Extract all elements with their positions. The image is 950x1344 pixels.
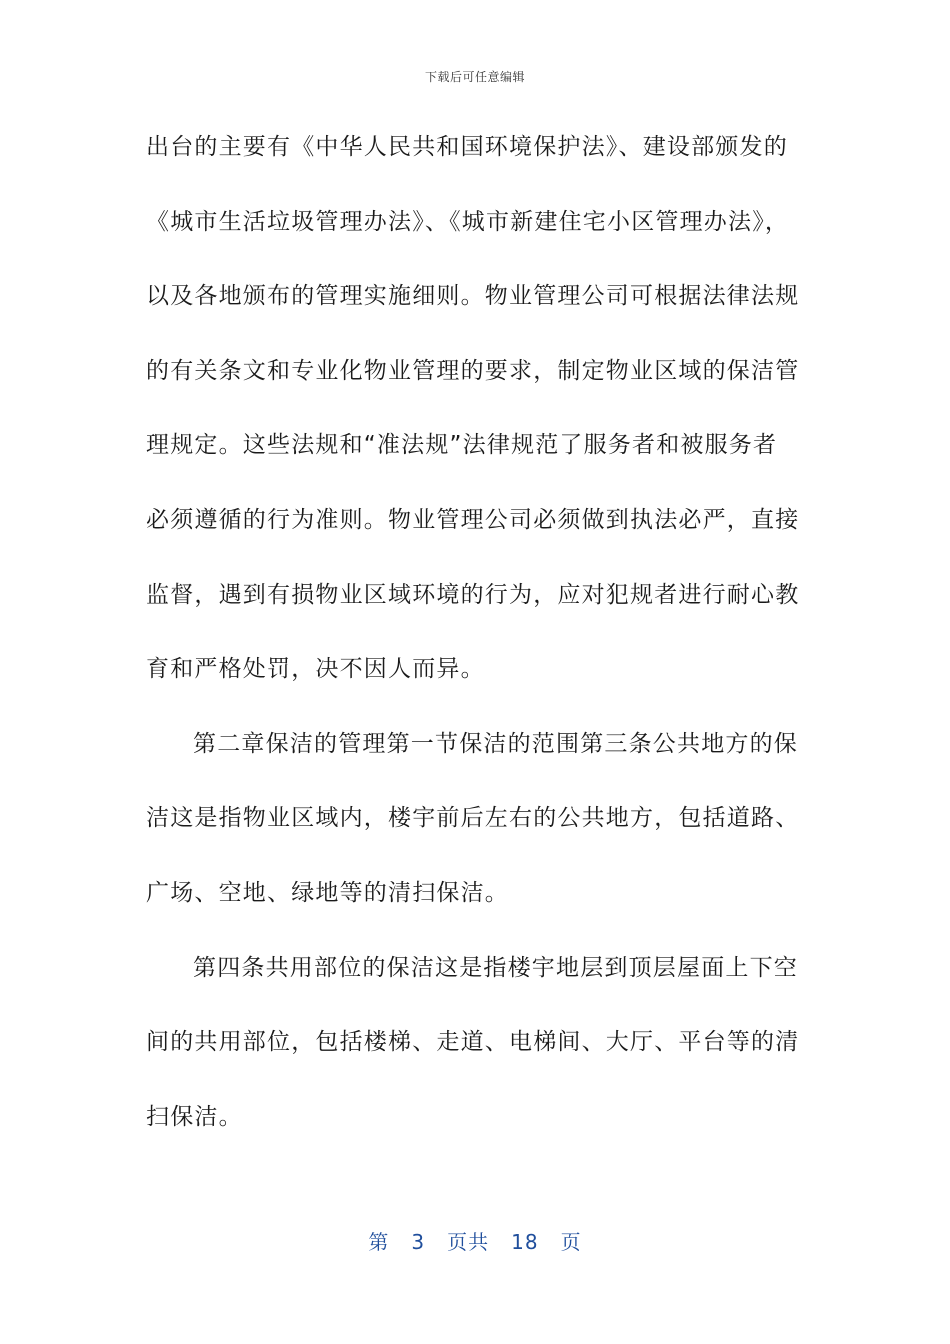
text-line: 《城市生活垃圾管理办法》、《城市新建住宅小区管理办法》，	[146, 208, 790, 235]
footer-prefix: 第	[368, 1230, 390, 1254]
text-line: 出台的主要有《中华人民共和国环境保护法》、建设部颁发的	[146, 134, 788, 160]
text-line: 间的共用部位，包括楼梯、走道、电梯间、大厅、平台等的清	[146, 1029, 800, 1056]
text-line: 的有关条文和专业化物业管理的要求，制定物业区域的保洁管	[146, 357, 800, 384]
footer-middle: 页共	[447, 1230, 490, 1254]
text-line: 洁这是指物业区域内，楼宇前后左右的公共地方，包括道路、	[146, 805, 800, 832]
text-line: 以及各地颁布的管理实施细则。物业管理公司可根据法律法规	[146, 283, 800, 310]
total-pages-number: 18	[511, 1230, 539, 1254]
text-line: 监督，遇到有损物业区域环境的行为，应对犯规者进行耐心教	[146, 581, 800, 608]
paragraph-start-line: 第二章保洁的管理第一节保洁的范围第三条公共地方的保	[193, 730, 798, 757]
body-text	[146, 110, 806, 1154]
text-line: 理规定。这些法规和“准法规”法律规范了服务者和被服务者	[146, 432, 778, 459]
text-line: 广场、空地、绿地等的清扫保洁。	[146, 879, 509, 906]
header-note: 下载后可任意编辑	[424, 70, 525, 84]
text-line: 必须遵循的行为准则。物业管理公司必须做到执法必严，直接	[146, 506, 800, 533]
paragraph-start-line: 第四条共用部位的保洁这是指楼宇地层到顶层屋面上下空	[193, 954, 798, 981]
page-footer	[0, 1226, 950, 1255]
footer-suffix: 页	[560, 1230, 582, 1254]
current-page-number: 3	[411, 1230, 426, 1254]
text-line: 扫保洁。	[146, 1103, 243, 1130]
text-line: 育和严格处罚，决不因人而异。	[146, 656, 485, 683]
